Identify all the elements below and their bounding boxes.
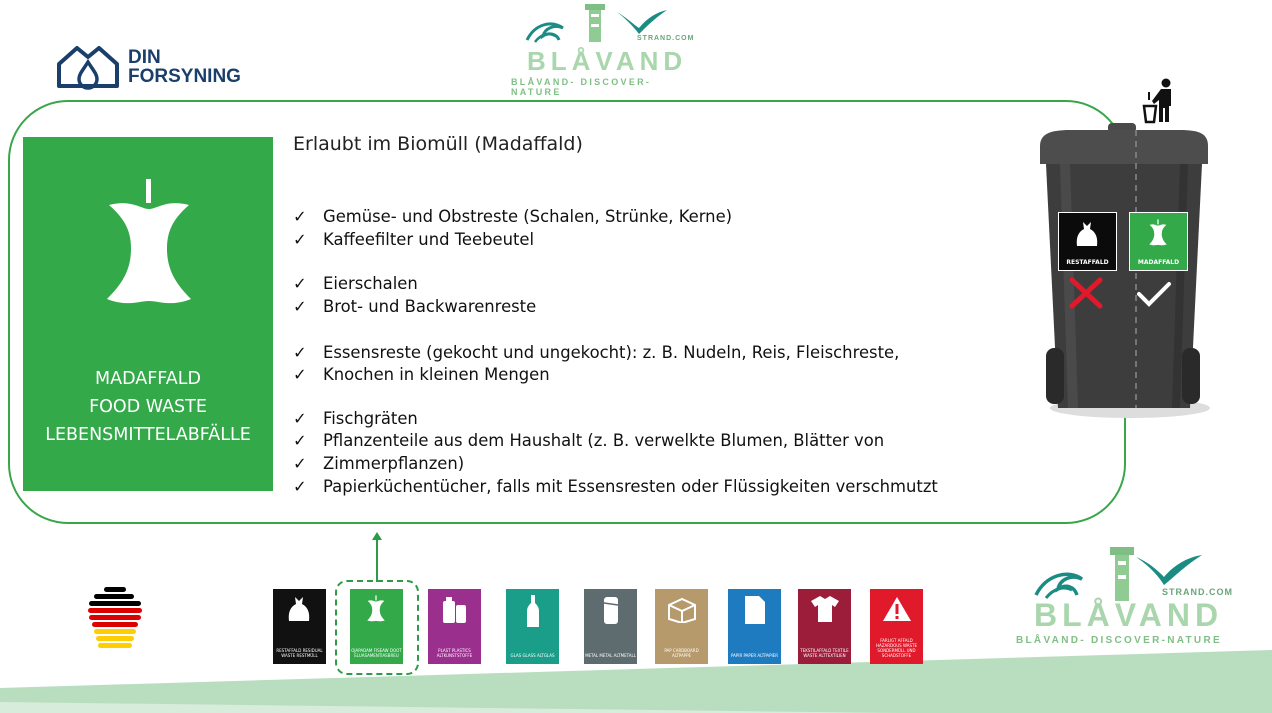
category-tile-metal[interactable]: METAL METAL ALTMETALL: [584, 589, 637, 664]
cross-icon: [1068, 276, 1104, 310]
list-item: ✓ Essensreste (gekocht und ungekocht): z. B. Nudeln, Reis, Fleischreste,: [293, 343, 900, 362]
check-icon: ✓: [293, 477, 307, 496]
box-icon: [665, 595, 699, 623]
category-tile-papir[interactable]: PAPIR PAPER ALTPAPIER: [728, 589, 781, 664]
apple-core-icon: [101, 179, 197, 319]
bottom-logo-title: BLÅVAND: [1034, 597, 1224, 633]
check-icon: ✓: [293, 297, 307, 316]
category-tile-madaffald[interactable]: OJAPADAM FISEAW DOOT ELUASAMENTIASBREU: [350, 589, 403, 664]
apple-core-icon: [1148, 219, 1168, 249]
top-logo-strand: STRAND.COM: [637, 35, 695, 42]
category-tile-pap[interactable]: PAP CARDBOARD ALTPAPPE: [655, 589, 708, 664]
list-item: ✓ Gemüse- und Obstreste (Schalen, Strünke, Kerne): [293, 207, 733, 226]
card-label-line2: FOOD WASTE: [89, 397, 207, 417]
blavand-logo-top: [505, 2, 695, 97]
list-item: ✓ Pflanzenteile aus dem Haushalt (z. B. verwelkte Blumen, Blätter von: [293, 431, 885, 450]
category-tile-farligt[interactable]: FARLIGT AFFALD HAZARDOUS WASTE SONDERMÜLL UND SCHADSTOFFE: [870, 589, 923, 664]
wheelie-bin: [1030, 78, 1220, 428]
shirt-icon: [810, 595, 840, 623]
house-drop-icon: [55, 42, 121, 90]
germany-flag-icon: [86, 585, 146, 657]
check-icon: [1136, 280, 1172, 308]
trash-bag-icon: [287, 595, 311, 625]
card-label-line3: LEBENSMITTELABFÄLLE: [45, 425, 251, 445]
connector-arrow: [370, 528, 384, 584]
category-tile-restaffald[interactable]: RESTAFFALD RESIDUAL WASTE RESTMÜLL: [273, 589, 326, 664]
check-icon: ✓: [293, 230, 307, 249]
check-icon: ✓: [293, 343, 307, 362]
check-icon: ✓: [293, 454, 307, 473]
check-icon: ✓: [293, 274, 307, 293]
bin-rest-label: RESTAFFALD: [1058, 212, 1117, 271]
din-logo-line1: DIN: [128, 47, 161, 68]
bin-body: [1030, 118, 1220, 428]
list-item: ✓ Knochen in kleinen Mengen: [293, 365, 550, 384]
bottom-logo-subtitle: BLÅVAND- DISCOVER-NATURE: [1016, 635, 1222, 646]
list-item: ✓ Papierküchentücher, falls mit Essensresten oder Flüssigkeiten verschmutzt: [293, 477, 938, 496]
bottle-jug-icon: [439, 595, 469, 625]
warning-icon: [881, 595, 913, 623]
category-tile-glas[interactable]: GLAS GLASS ALTGLAS: [506, 589, 559, 664]
bin-mad-label: MADAFFALD: [1129, 212, 1188, 271]
category-tile-plast[interactable]: PLAST PLASTICS ALTKUNSTSTOFFE: [428, 589, 481, 664]
category-tile-tekstil[interactable]: TEKSTILAFFALD TEXTILE WASTE ALTTEXTILIEN: [798, 589, 851, 664]
check-icon: ✓: [293, 365, 307, 384]
list-item: ✓ Brot- und Backwarenreste: [293, 297, 537, 316]
check-icon: ✓: [293, 409, 307, 428]
can-icon: [603, 595, 619, 625]
allowed-title: Erlaubt im Biomüll (Madaffald): [293, 133, 583, 155]
card-label-line1: MADAFFALD: [95, 369, 201, 389]
din-forsyning-logo: [55, 42, 245, 92]
top-logo-title: BLÅVAND: [527, 46, 688, 76]
blavand-logo-bottom: [1012, 543, 1252, 653]
list-item: ✓ Eierschalen: [293, 274, 418, 293]
list-item: ✓ Zimmerpflanzen): [293, 454, 465, 473]
apple-core-icon: [366, 595, 386, 625]
card-label: [23, 365, 273, 449]
paper-icon: [744, 595, 766, 625]
top-logo-subtitle: BLÅVAND- DISCOVER-NATURE: [511, 77, 652, 97]
bottom-logo-strand: STRAND.COM: [1162, 587, 1233, 597]
list-item: ✓ Kaffeefilter und Teebeutel: [293, 230, 535, 249]
din-logo-line2: FORSYNING: [128, 66, 241, 87]
list-item: ✓ Fischgräten: [293, 409, 418, 428]
check-icon: ✓: [293, 431, 307, 450]
trash-bag-icon: [1075, 220, 1099, 250]
bottle-icon: [526, 595, 540, 627]
check-icon: ✓: [293, 207, 307, 226]
